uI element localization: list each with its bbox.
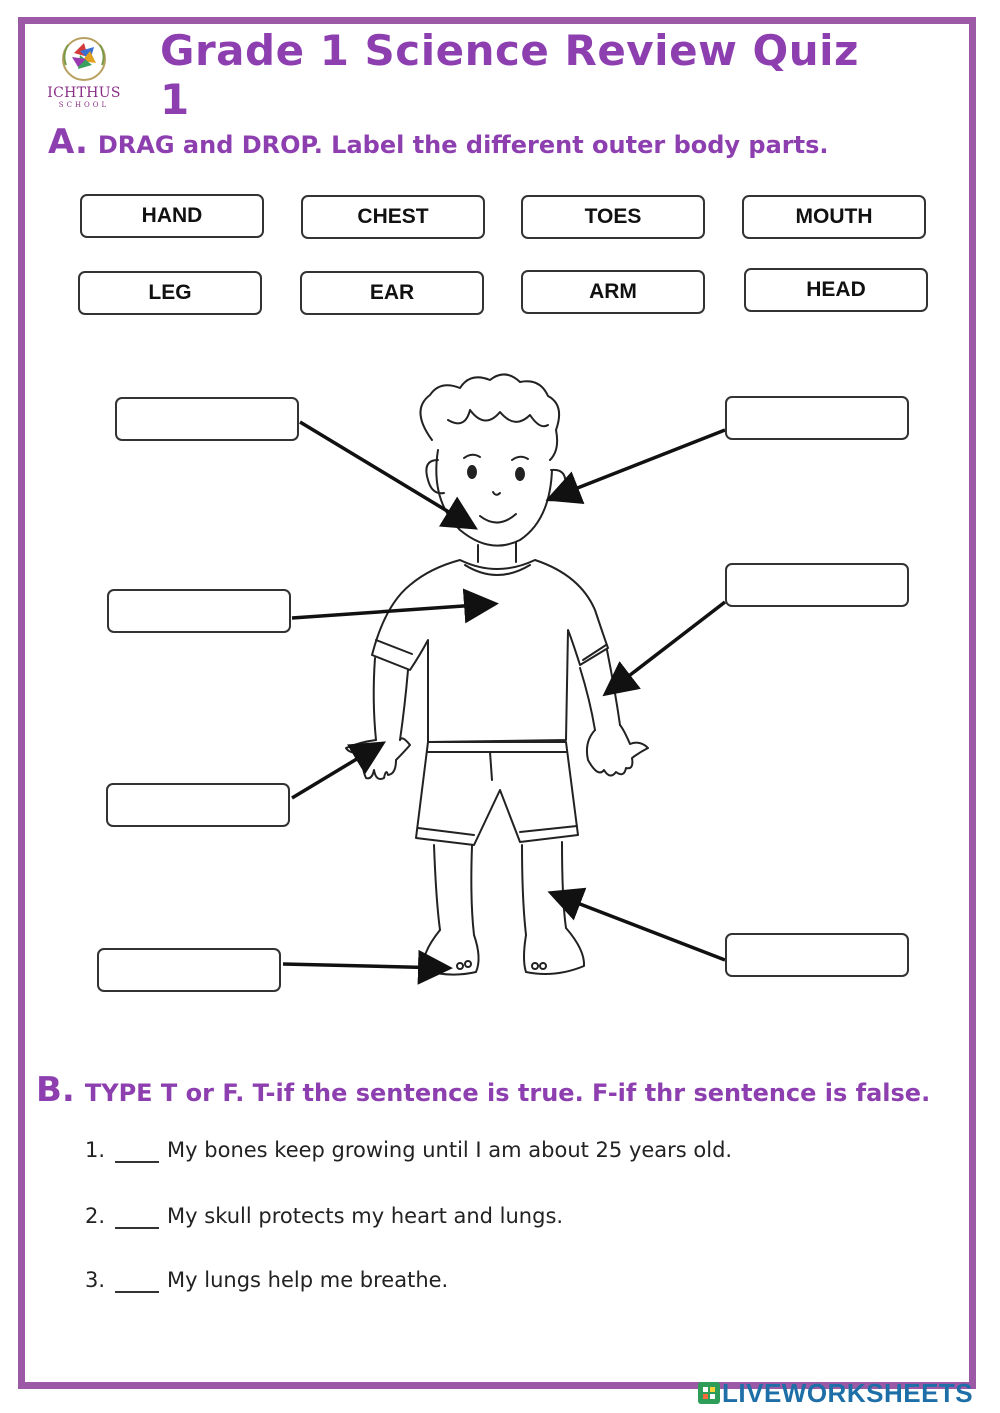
question-number: 2.: [85, 1204, 106, 1228]
drop-box-leg[interactable]: [725, 933, 909, 977]
liveworksheets-watermark: [698, 1378, 973, 1408]
section-a-letter: A.: [48, 122, 88, 162]
question-number: 3.: [85, 1268, 106, 1292]
drop-box-ear[interactable]: [725, 396, 909, 440]
word-toes[interactable]: TOES: [521, 195, 705, 239]
school-subtitle: SCHOOL: [58, 101, 110, 109]
question-text: My skull protects my heart and lungs.: [167, 1204, 564, 1228]
question-text: My lungs help me breathe.: [167, 1268, 449, 1292]
school-logo: [38, 35, 130, 113]
question-row: [85, 1138, 732, 1163]
section-a-heading: [48, 122, 829, 162]
word-arm[interactable]: ARM: [521, 270, 705, 314]
section-a-instruction: DRAG and DROP. Label the different outer body parts.: [97, 131, 829, 159]
section-b-instruction: TYPE T or F. T-if the sentence is true. F-if thr sentence is false.: [84, 1079, 931, 1107]
drop-box-mouth[interactable]: [115, 397, 299, 441]
word-leg[interactable]: LEG: [78, 271, 262, 315]
section-b-heading: [36, 1070, 930, 1110]
drop-box-toes[interactable]: [97, 948, 281, 992]
answer-input-1[interactable]: [115, 1143, 159, 1163]
school-crest-icon: [38, 35, 130, 87]
question-row: [85, 1268, 448, 1293]
drop-box-hand[interactable]: [106, 783, 290, 827]
word-mouth[interactable]: MOUTH: [742, 195, 926, 239]
question-text: My bones keep growing until I am about 25 years old.: [167, 1138, 733, 1162]
brand-name: LIVEWORKSHEETS: [722, 1377, 974, 1408]
answer-input-3[interactable]: [115, 1273, 159, 1293]
drop-box-arm[interactable]: [725, 563, 909, 607]
word-ear[interactable]: EAR: [300, 271, 484, 315]
liveworksheets-logo-icon: [698, 1382, 720, 1404]
question-number: 1.: [85, 1138, 106, 1162]
section-b-letter: B.: [36, 1070, 75, 1110]
drop-box-chest[interactable]: [107, 589, 291, 633]
word-head[interactable]: HEAD: [744, 268, 928, 312]
school-name: ICHTHUS: [47, 85, 121, 101]
answer-input-2[interactable]: [115, 1209, 159, 1229]
page-title: Grade 1 Science Review Quiz 1: [160, 26, 859, 124]
word-hand[interactable]: HAND: [80, 194, 264, 238]
question-row: [85, 1204, 563, 1229]
word-chest[interactable]: CHEST: [301, 195, 485, 239]
